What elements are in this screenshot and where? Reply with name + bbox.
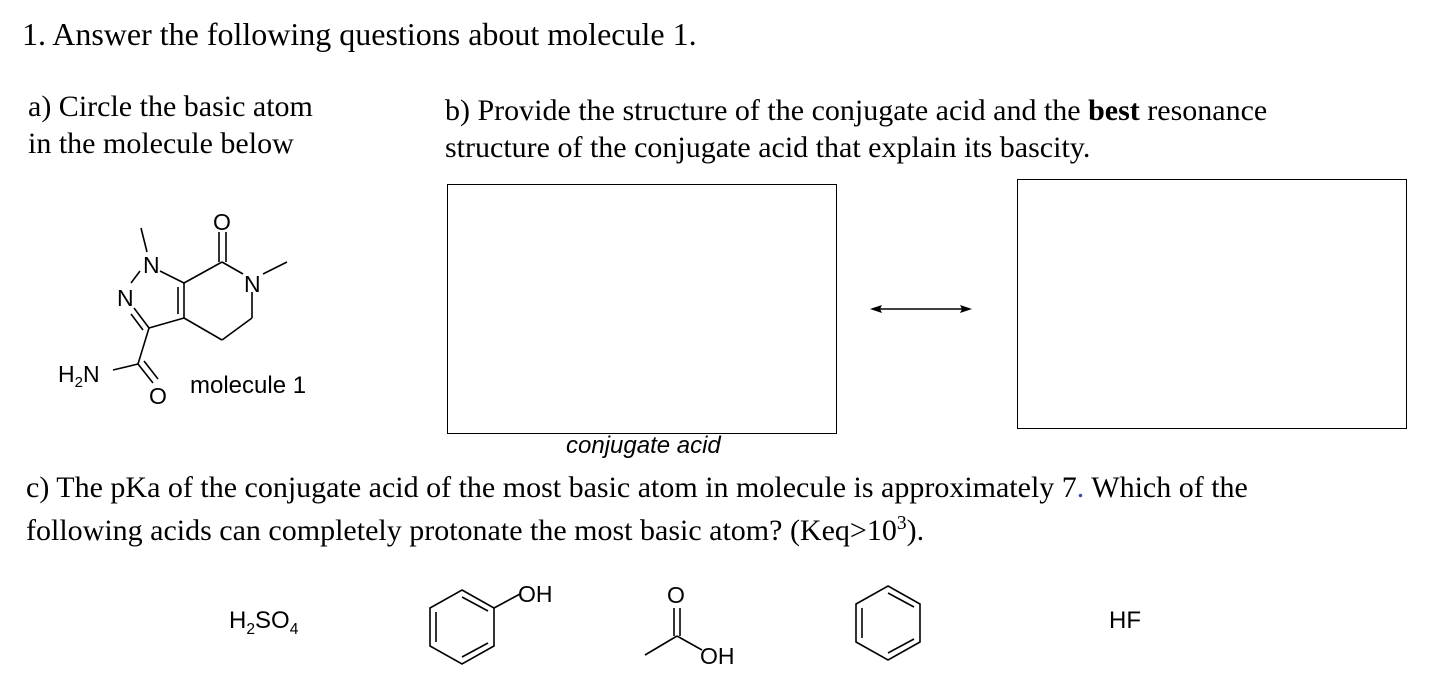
part-b-best-bold: best [1088,94,1140,127]
part-b-line2: structure of the conjugate acid that explain its bascity. [445,131,1091,164]
part-a-line1: a) Circle the basic atom [28,90,313,123]
part-b-line1-post: resonance [1139,94,1268,127]
phenol-oh-label: OH [518,581,553,607]
part-c-line1-post: Which of the [1084,471,1248,504]
acid-hf[interactable]: HF [1109,607,1141,634]
atom-n-left: N [117,285,134,311]
atom-o-bottom: O [149,383,167,409]
acid-h2so4[interactable]: $H_2SO_4$ [229,607,299,638]
atom-h2n: $H_2N$ [58,361,100,391]
part-c-pka-dot: . [1076,471,1085,504]
part-c-line1-pre: c) The pKa of the conjugate acid of the most basic atom in molecule is approximately [26,471,1062,504]
part-c-line2-pre: following acids can completely protonate the most basic atom? (Keq>10 [26,514,897,547]
atom-o-top: O [213,209,231,235]
atom-n-top: N [143,252,160,278]
part-b-line1-pre: b) Provide the structure of the conjugate acid and the [445,94,1089,127]
atom-n-ring: N [244,271,261,297]
part-c-pka-value: 7 [1061,471,1077,504]
conjugate-acid-caption: conjugate acid [566,432,721,459]
question-title: 1. Answer the following questions about molecule 1. [22,16,697,52]
part-a-line2: in the molecule below [28,127,294,160]
part-c-exponent: 3 [896,513,907,534]
part-c-line2-post: ). [906,514,925,547]
acetic-o-label: O [667,582,685,608]
benzene-ring-2 [856,586,920,660]
acetic-oh-label: OH [700,643,735,669]
molecule-label: molecule 1 [190,372,307,399]
